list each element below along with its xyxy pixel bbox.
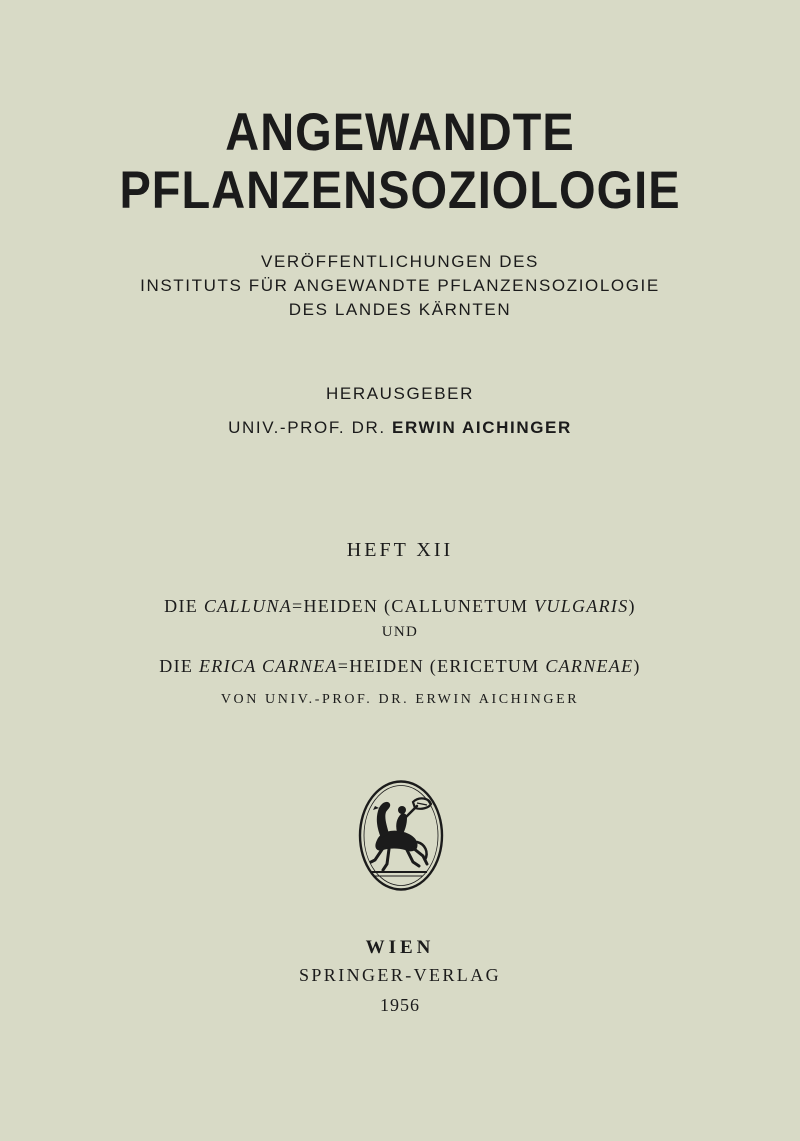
- work1-close: ): [628, 596, 636, 616]
- work-connector: UND: [381, 624, 419, 640]
- issue-label: HEFT XII: [346, 539, 454, 561]
- series-subtitle-line-3: DES LANDES KÄRNTEN: [288, 300, 512, 319]
- springer-horseman-emblem-icon: [357, 778, 445, 893]
- work2-heiden: =HEIDEN (ERICETUM: [337, 656, 540, 676]
- work1-species: VULGARIS: [534, 596, 629, 616]
- series-subtitle-line-2: INSTITUTS FÜR ANGEWANDTE PFLANZENSOZIOLOGIE: [140, 276, 660, 295]
- work-title-line-1: [0, 596, 800, 617]
- series-title-line-2: PFLANZENSOZIOLOGIE: [119, 159, 681, 220]
- editor-name-prefix: UNIV.-PROF. DR.: [228, 418, 386, 437]
- editor-name-bold: ERWIN AICHINGER: [392, 418, 572, 437]
- series-title-line-1: ANGEWANDTE: [225, 101, 575, 162]
- imprint-city: WIEN: [365, 937, 435, 958]
- work1-genus: CALLUNA: [203, 596, 292, 616]
- work2-close: ): [633, 656, 641, 676]
- work-title-line-2: [0, 656, 800, 677]
- work2-die: DIE: [159, 656, 194, 676]
- imprint-year: 1956: [380, 995, 420, 1015]
- work1-heiden: =HEIDEN (CALLUNETUM: [292, 596, 529, 616]
- work2-genus: ERICA CARNEA: [199, 656, 338, 676]
- work-author: VON UNIV.-PROF. DR. ERWIN AICHINGER: [220, 692, 580, 707]
- series-subtitle-line-1: VERÖFFENTLICHUNGEN DES: [261, 252, 539, 271]
- editor-name: [0, 418, 800, 438]
- work2-species: CARNEAE: [545, 656, 634, 676]
- work1-die: DIE: [164, 596, 199, 616]
- editor-label: HERAUSGEBER: [326, 384, 474, 403]
- imprint-publisher: SPRINGER-VERLAG: [298, 965, 501, 985]
